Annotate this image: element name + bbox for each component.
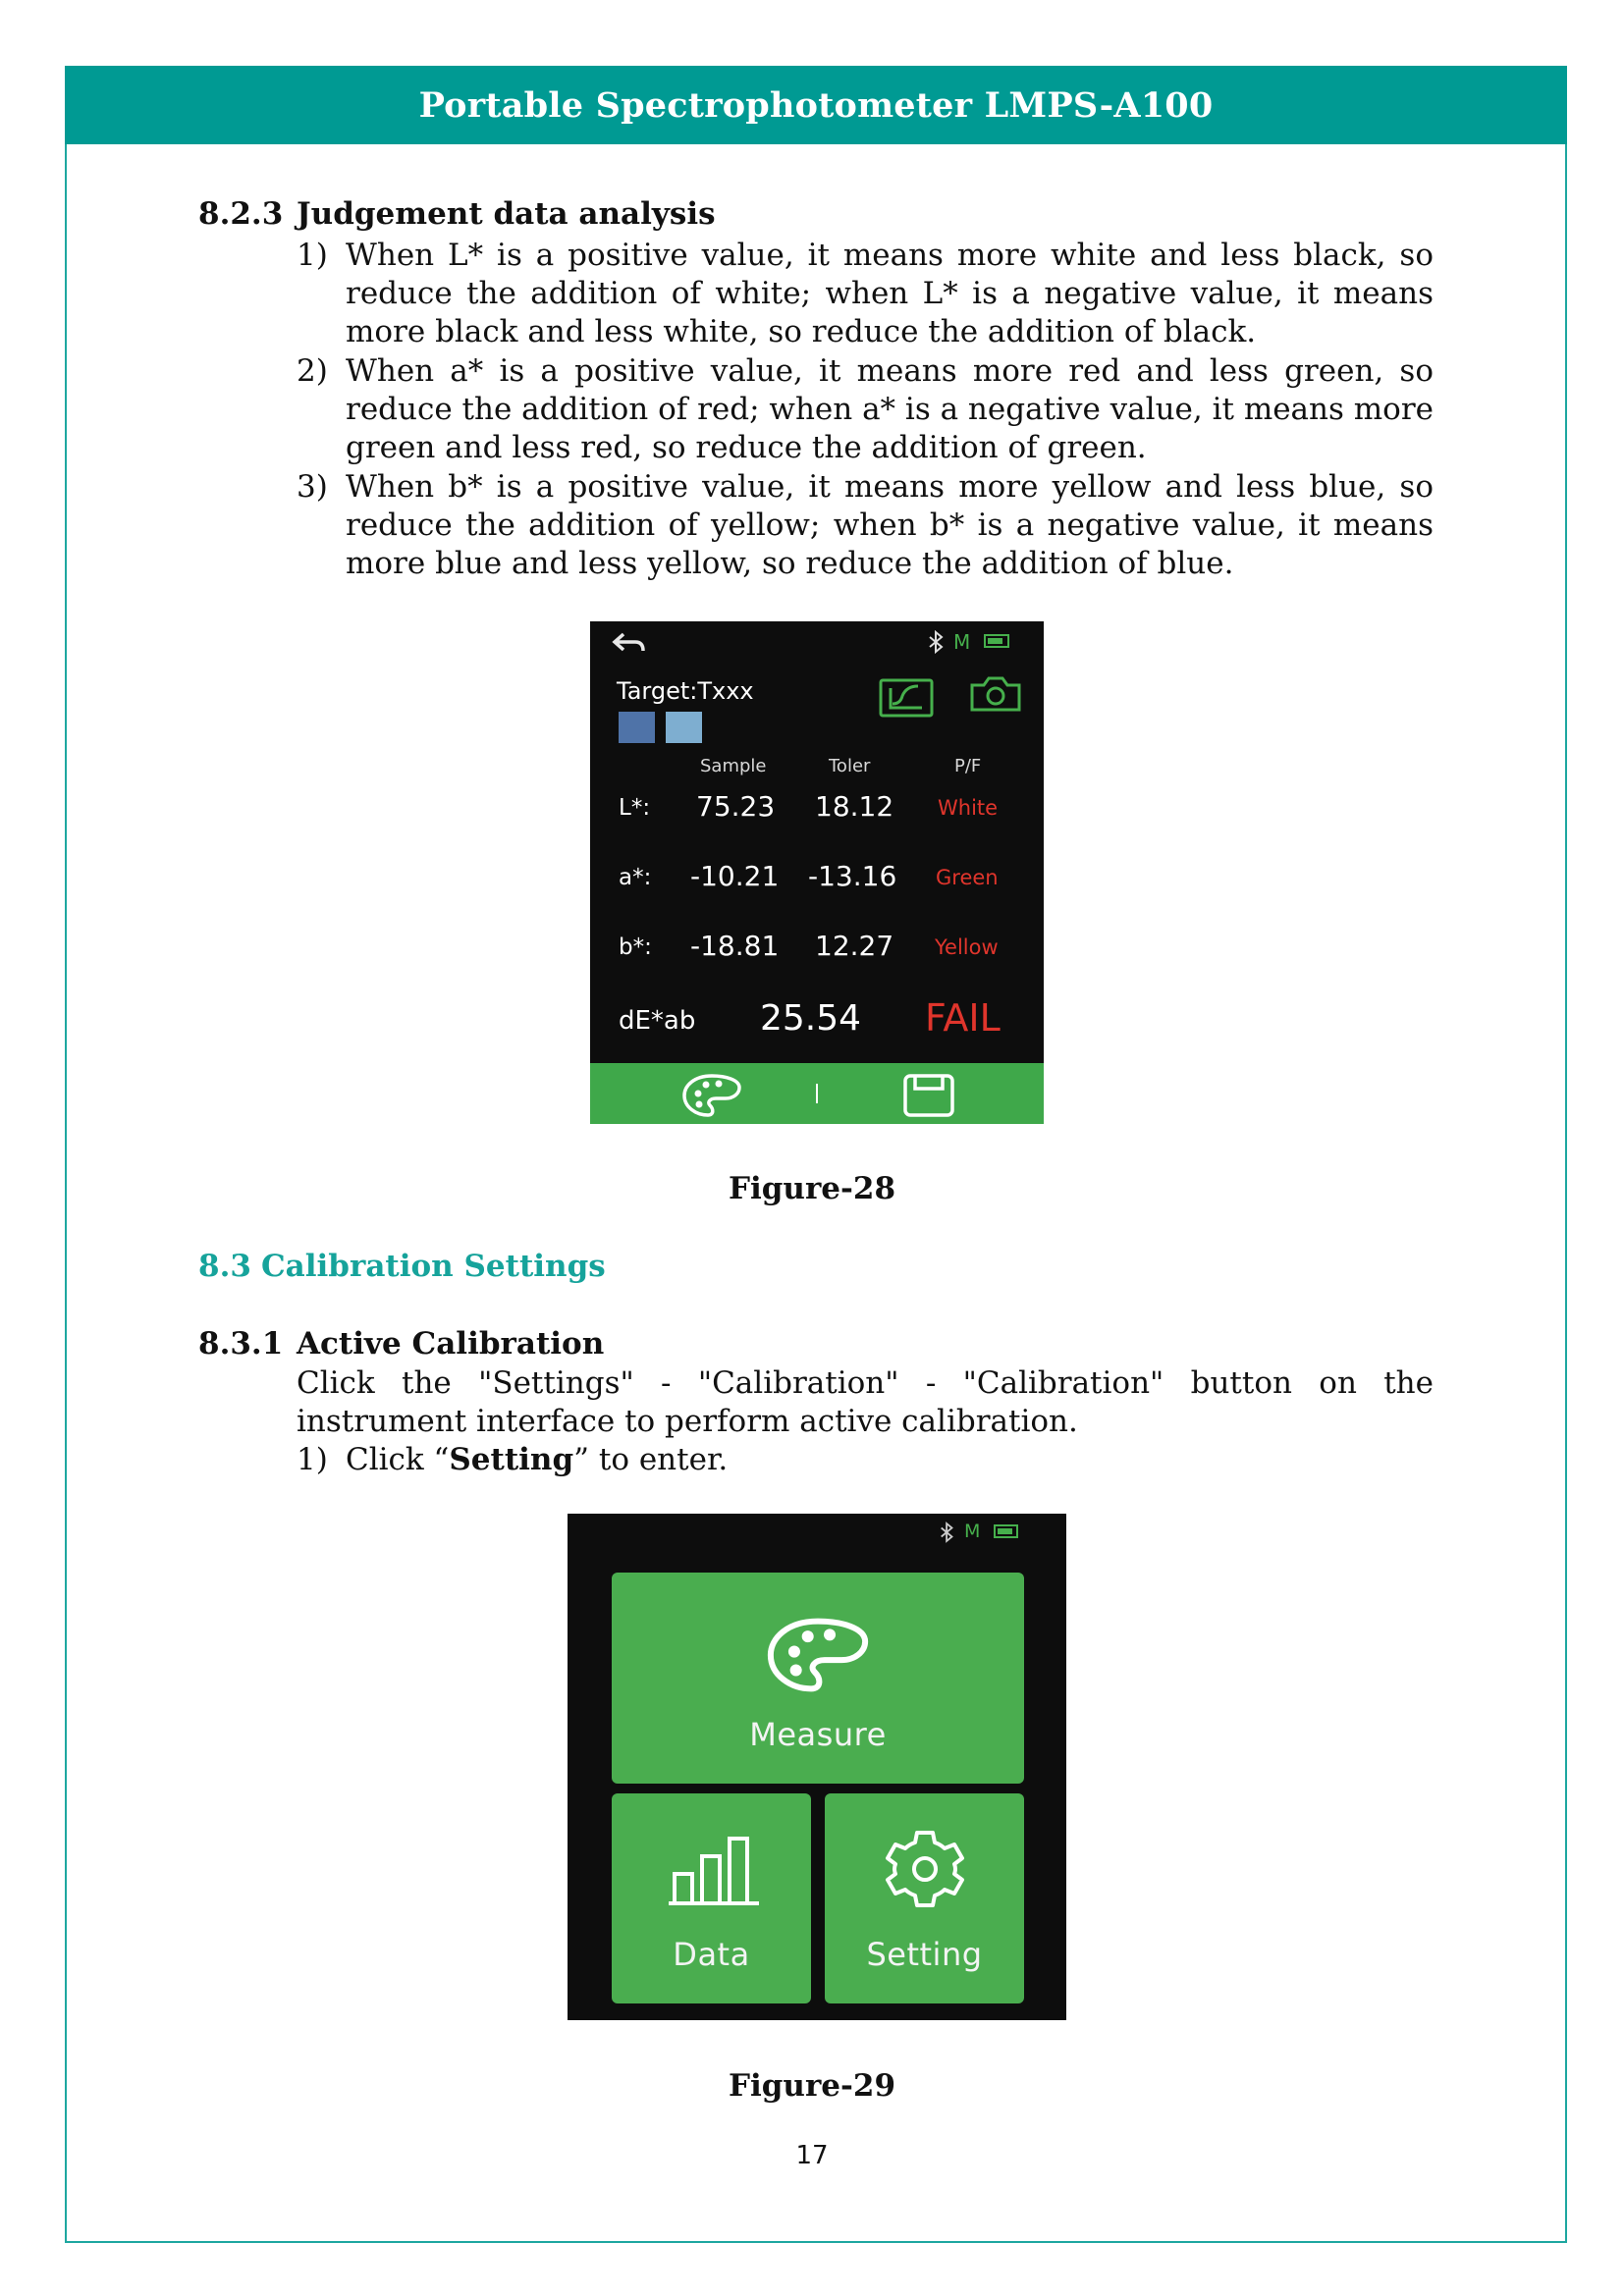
judgement-screen-figure [590, 621, 1044, 1124]
pf-result-b: Yellow [935, 935, 999, 959]
column-header-pf: P/F [954, 756, 982, 776]
figure-caption: Figure-28 [728, 1171, 896, 1206]
section-title: Judgement data analysis [297, 196, 716, 232]
row-label-b: b*: [619, 934, 652, 960]
data-label: Data [673, 1936, 750, 1973]
bottom-toolbar [590, 1063, 1044, 1124]
measure-tile[interactable] [612, 1573, 1024, 1784]
sample-color-swatch [619, 712, 655, 743]
section-title: Calibration Settings [261, 1249, 606, 1284]
mode-indicator: M [964, 1521, 981, 1542]
bar-chart-icon [661, 1833, 763, 1907]
step-prefix: Click “ [346, 1442, 450, 1477]
pf-result-a: Green [936, 866, 999, 889]
home-screen-figure [568, 1514, 1066, 2020]
battery-icon [994, 1524, 1018, 1538]
section-number: 8.3.1 [198, 1326, 284, 1362]
target-label: Target:Txxx [617, 677, 754, 705]
list-number: 2) [297, 353, 328, 389]
sample-value-l: 75.23 [696, 790, 776, 823]
toler-value-b: 12.27 [815, 930, 894, 962]
result-badge: FAIL [925, 996, 1001, 1040]
de-value: 25.54 [760, 998, 862, 1039]
status-bar [590, 621, 1044, 663]
camera-icon[interactable] [969, 675, 1022, 713]
setting-tile[interactable] [825, 1793, 1024, 2003]
list-text: When L* is a positive value, it means more white and less black, so reduce the addition of white; when L* is a negative value, it means more black and less white, so reduce the addition of black. [346, 238, 1434, 349]
list-number: 1) [297, 238, 328, 273]
toler-value-a: -13.16 [808, 860, 897, 892]
list-text: When b* is a positive value, it means more yellow and less blue, so reduce the addition of yellow; when b* is a negative value, it means more blue and less yellow, so reduce the addition of blue. [346, 469, 1434, 581]
figure-caption: Figure-29 [728, 2068, 896, 2104]
list-item [297, 1441, 1434, 1479]
list-text: When a* is a positive value, it means more red and less green, so reduce the addition of red; when a* is a negative value, it means more green and less red, so reduce the addition of green. [346, 353, 1434, 465]
pf-result-l: White [938, 796, 999, 820]
section-title: Active Calibration [297, 1326, 605, 1362]
list-number: 1) [297, 1442, 328, 1477]
step-suffix: ” to enter. [573, 1442, 729, 1477]
document-title: Portable Spectrophotometer LMPS-A100 [418, 84, 1214, 126]
battery-icon [984, 634, 1009, 648]
document-header [65, 66, 1567, 144]
bluetooth-icon [927, 630, 947, 654]
section-number: 8.3 [198, 1249, 251, 1284]
row-label-a: a*: [619, 865, 652, 890]
bluetooth-icon [939, 1522, 956, 1543]
gear-icon [878, 1827, 972, 1911]
column-header-toler: Toler [829, 756, 871, 776]
toolbar-divider [816, 1084, 818, 1103]
palette-icon [764, 1614, 872, 1696]
de-label: dE*ab [619, 1006, 696, 1036]
row-label-l: L*: [619, 795, 651, 821]
target-color-swatch [666, 712, 702, 743]
section-heading-8-2-3 [198, 196, 716, 232]
save-icon[interactable] [902, 1073, 955, 1118]
back-arrow-icon[interactable] [612, 631, 647, 653]
list-item [297, 352, 1434, 467]
chart-icon[interactable] [879, 678, 934, 718]
setting-label: Setting [866, 1936, 983, 1973]
data-tile[interactable] [612, 1793, 811, 2003]
column-header-sample: Sample [700, 756, 767, 776]
step-bold: Setting [449, 1442, 574, 1477]
section-body: Click the "Settings" - "Calibration" - "Calibration" button on the instrument interface to perform active calibration. [297, 1365, 1434, 1439]
sample-value-a: -10.21 [690, 860, 780, 892]
list-text [346, 1441, 1434, 1479]
sample-value-b: -18.81 [690, 930, 780, 962]
section-heading-8-3 [198, 1249, 606, 1284]
measure-label: Measure [749, 1716, 887, 1753]
section-number: 8.2.3 [198, 196, 284, 232]
list-number: 3) [297, 469, 328, 505]
palette-icon[interactable] [680, 1072, 743, 1119]
toler-value-l: 18.12 [815, 790, 894, 823]
page-number: 17 [795, 2141, 829, 2170]
list-item [297, 468, 1434, 583]
section-heading-8-3-1 [198, 1326, 604, 1362]
mode-indicator: M [953, 630, 971, 654]
list-item [297, 237, 1434, 351]
